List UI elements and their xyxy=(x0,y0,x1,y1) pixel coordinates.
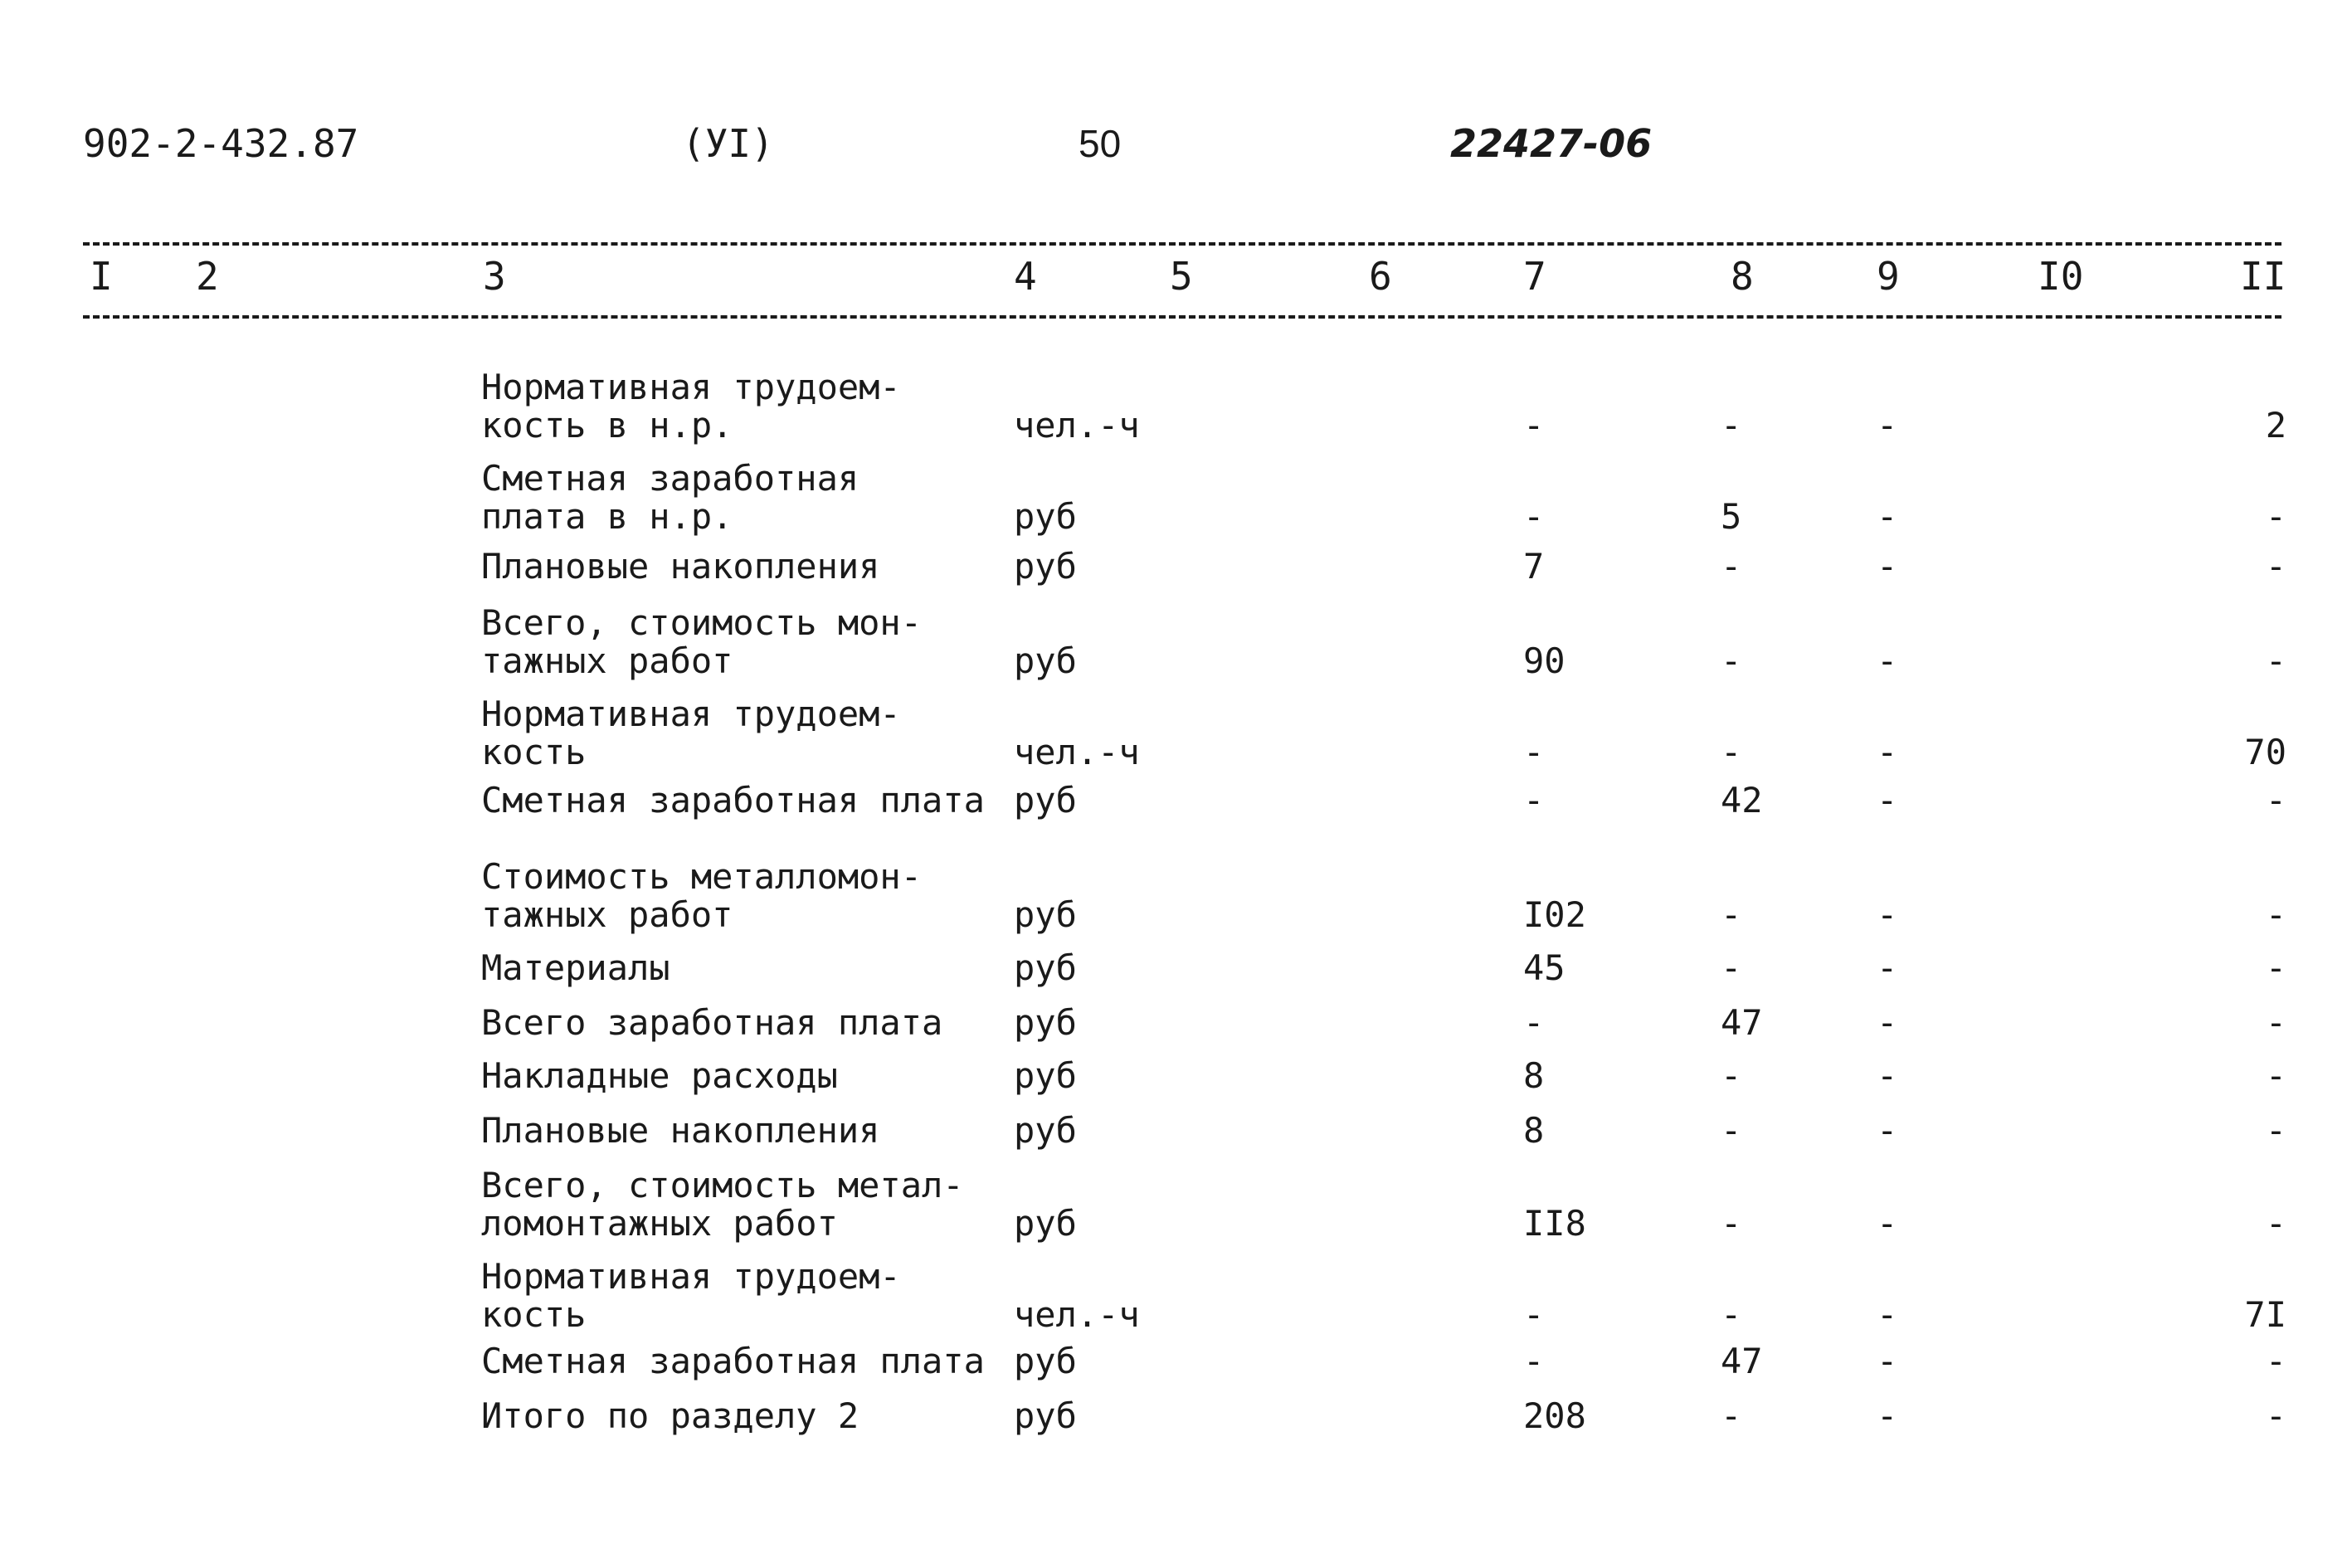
unit-cell: руб xyxy=(1014,640,1077,681)
unit-cell: руб xyxy=(1014,1110,1077,1151)
row-label: Плановые накопления xyxy=(481,1110,880,1151)
cell-col8: - xyxy=(1721,947,1742,988)
cell-col11: - xyxy=(2265,780,2286,821)
cell-col9: - xyxy=(1877,496,1898,537)
row-label: Нормативная трудоем- кость xyxy=(481,694,901,772)
cell-col11: 70 xyxy=(2244,732,2286,772)
row-label: Всего, стоимость мон- тажных работ xyxy=(481,602,923,681)
cell-col8: - xyxy=(1721,894,1742,935)
cell-col11: - xyxy=(2265,1341,2286,1381)
document-code: 902-2-432.87 xyxy=(83,121,359,166)
column-number: 8 xyxy=(1731,254,1754,299)
cell-col7: - xyxy=(1523,732,1545,772)
cell-col7: II8 xyxy=(1523,1203,1586,1244)
cell-col7: - xyxy=(1523,1002,1545,1043)
cell-col11: 7I xyxy=(2244,1294,2286,1335)
row-label: Сметная заработная плата xyxy=(481,1341,985,1381)
page-number: 50 xyxy=(1079,122,1122,165)
cell-col9: - xyxy=(1877,546,1898,587)
cell-col9: - xyxy=(1877,1203,1898,1244)
column-number: 4 xyxy=(1014,254,1037,299)
unit-cell: чел.-ч xyxy=(1014,1294,1140,1335)
cell-col11: - xyxy=(2265,1395,2286,1436)
cell-col11: - xyxy=(2265,496,2286,537)
unit-cell: руб xyxy=(1014,1395,1077,1436)
sheet-number: (УI) xyxy=(682,121,774,166)
cell-col7: 8 xyxy=(1523,1055,1545,1096)
cell-col8: - xyxy=(1721,1110,1742,1151)
unit-cell: руб xyxy=(1014,947,1077,988)
cell-col8: - xyxy=(1721,1395,1742,1436)
unit-cell: руб xyxy=(1014,894,1077,935)
column-number: 9 xyxy=(1877,254,1900,299)
unit-cell: руб xyxy=(1014,1055,1077,1096)
unit-cell: руб xyxy=(1014,780,1077,821)
unit-cell: руб xyxy=(1014,1341,1077,1381)
cell-col7: - xyxy=(1523,496,1545,537)
cell-col9: - xyxy=(1877,1395,1898,1436)
cell-col8: 42 xyxy=(1721,780,1763,821)
cell-col8: - xyxy=(1721,1294,1742,1335)
cell-col7: 8 xyxy=(1523,1110,1545,1151)
row-label: Итого по разделу 2 xyxy=(481,1395,859,1436)
unit-cell: чел.-ч xyxy=(1014,732,1140,772)
cell-col8: 47 xyxy=(1721,1002,1763,1043)
cell-col9: - xyxy=(1877,640,1898,681)
cell-col8: - xyxy=(1721,546,1742,587)
cell-col7: 7 xyxy=(1523,546,1545,587)
cell-col7: 90 xyxy=(1523,640,1566,681)
cell-col8: 5 xyxy=(1721,496,1742,537)
cell-col8: - xyxy=(1721,732,1742,772)
cell-col11: - xyxy=(2265,1055,2286,1096)
unit-cell: руб xyxy=(1014,546,1077,587)
registration-number: 22427-06 xyxy=(1450,121,1653,166)
cell-col9: - xyxy=(1877,405,1898,446)
column-number: 3 xyxy=(483,254,506,299)
cell-col11: - xyxy=(2265,947,2286,988)
cell-col8: 47 xyxy=(1721,1341,1763,1381)
column-number: 5 xyxy=(1170,254,1193,299)
cell-col7: 45 xyxy=(1523,947,1566,988)
row-label: Нормативная трудоем- кость xyxy=(481,1256,901,1335)
row-label: Всего заработная плата xyxy=(481,1002,943,1043)
cell-col8: - xyxy=(1721,1203,1742,1244)
row-label: Всего, стоимость метал- ломонтажных работ xyxy=(481,1165,964,1244)
header-divider-bottom xyxy=(83,315,2281,319)
cell-col11: - xyxy=(2265,894,2286,935)
row-label: Материалы xyxy=(481,947,670,988)
row-label: Плановые накопления xyxy=(481,546,880,587)
cell-col9: - xyxy=(1877,1002,1898,1043)
cell-col11: - xyxy=(2265,640,2286,681)
cell-col11: - xyxy=(2265,1002,2286,1043)
cell-col7: 208 xyxy=(1523,1395,1586,1436)
cell-col9: - xyxy=(1877,1055,1898,1096)
cell-col7: - xyxy=(1523,1341,1545,1381)
cell-col7: - xyxy=(1523,1294,1545,1335)
row-label: Стоимость металломон- тажных работ xyxy=(481,856,923,935)
column-number: 6 xyxy=(1369,254,1392,299)
unit-cell: руб xyxy=(1014,1203,1077,1244)
cell-col11: - xyxy=(2265,546,2286,587)
cell-col9: - xyxy=(1877,1110,1898,1151)
cell-col8: - xyxy=(1721,405,1742,446)
cell-col9: - xyxy=(1877,732,1898,772)
row-label: Сметная заработная плата xyxy=(481,780,985,821)
column-number: II xyxy=(2240,254,2286,299)
column-number: 2 xyxy=(196,254,219,299)
cell-col11: - xyxy=(2265,1203,2286,1244)
cell-col8: - xyxy=(1721,1055,1742,1096)
cell-col7: I02 xyxy=(1523,894,1586,935)
unit-cell: руб xyxy=(1014,1002,1077,1043)
row-label: Сметная заработная плата в н.р. xyxy=(481,458,859,537)
unit-cell: чел.-ч xyxy=(1014,405,1140,446)
cell-col9: - xyxy=(1877,780,1898,821)
row-label: Накладные расходы xyxy=(481,1055,838,1096)
unit-cell: руб xyxy=(1014,496,1077,537)
cell-col9: - xyxy=(1877,1294,1898,1335)
row-label: Нормативная трудоем- кость в н.р. xyxy=(481,367,901,446)
column-number: I0 xyxy=(2038,254,2084,299)
cell-col9: - xyxy=(1877,894,1898,935)
column-number: I xyxy=(90,254,113,299)
column-number: 7 xyxy=(1523,254,1546,299)
cell-col11: 2 xyxy=(2265,405,2286,446)
cell-col8: - xyxy=(1721,640,1742,681)
cell-col9: - xyxy=(1877,947,1898,988)
cell-col7: - xyxy=(1523,405,1545,446)
cell-col11: - xyxy=(2265,1110,2286,1151)
cell-col7: - xyxy=(1523,780,1545,821)
cell-col9: - xyxy=(1877,1341,1898,1381)
header-divider-top xyxy=(83,242,2281,246)
